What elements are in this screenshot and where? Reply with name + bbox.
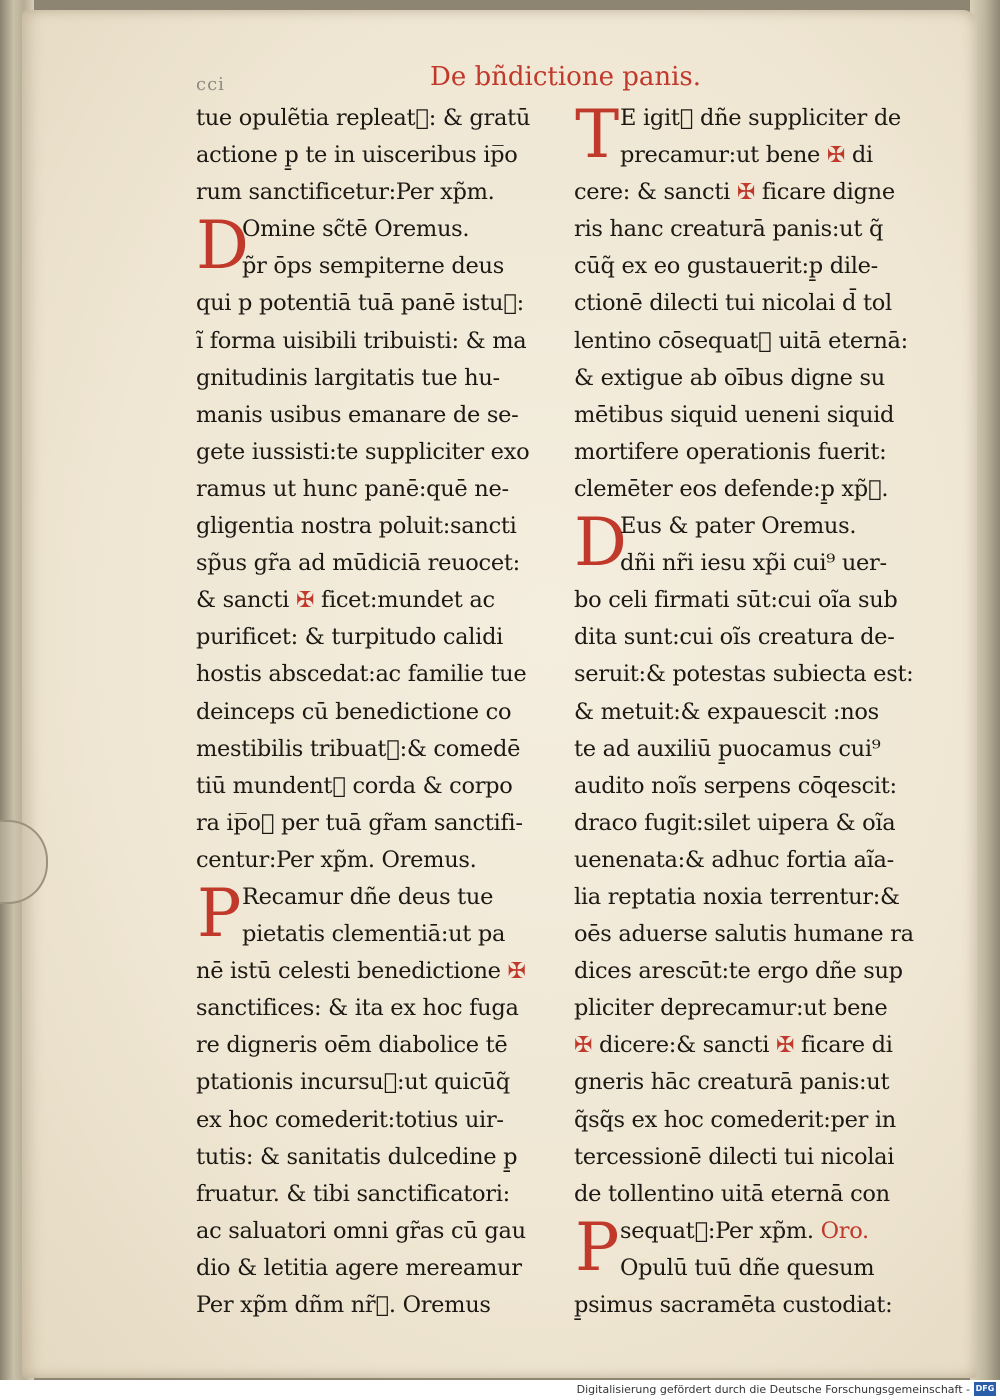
text-line: purificet: & turpitudo calidi: [196, 624, 504, 651]
text-line: gnitudinis largitatis tue hu-: [196, 364, 500, 391]
text-line: qui p potentiā tuā panē istuᷓ:: [196, 290, 524, 317]
text-line: [196, 953, 556, 990]
text-line: Recamur dñe deus tue: [242, 883, 494, 910]
rubric-oro: Oro.: [820, 1217, 869, 1244]
text-line: ramus ut hunc panē:quē ne-: [196, 475, 509, 502]
folio-number: cci: [196, 74, 225, 95]
text-line: dices arescūt:te ergo dñe sup: [574, 958, 903, 985]
text-segment: ficare di: [801, 1032, 893, 1059]
red-initial: T: [575, 96, 619, 173]
text-line: lentino cōsequat᷑ uitā eternā:: [574, 327, 908, 354]
red-initial: D: [574, 504, 627, 582]
text-line: centur:Per xp̃m. Oremus.: [196, 846, 477, 873]
footer-credit: Digitalisierung gefördert durch die Deutsche Forschungsgemeinschaft -: [576, 1383, 970, 1396]
paragraph-te-igitur: [574, 96, 934, 508]
text-line: rum sanctificetur:Per xp̃m.: [196, 179, 495, 206]
text-segment: di: [851, 142, 873, 169]
text-line: & metuit:& expauescit :nos: [574, 698, 879, 725]
text-line: actione p̱ te in uisceribus ip̅o: [196, 142, 518, 169]
text-line: dñi nr̃i iesu xp̃i cui⁹ uer-: [620, 550, 887, 577]
text-line: gligentia nostra poluit:sancti: [196, 513, 517, 540]
text-line: tercessionē dilecti tui nicolai: [574, 1143, 895, 1170]
text-line: ptationis incursuᷓ:ut quicūq̃: [196, 1069, 510, 1096]
text-line: [574, 174, 934, 211]
text-segment: & sancti: [196, 587, 290, 614]
text-line: [574, 1213, 934, 1250]
text-segment: precamur:ut bene: [620, 142, 821, 169]
cross-icon: ✠: [507, 959, 526, 985]
cross-icon: ✠: [776, 1033, 795, 1059]
paragraph-deus-et-pater: [574, 504, 934, 1213]
text-line: sp̃us gr̃a ad mūdiciā reuocet:: [196, 550, 520, 577]
text-line: sanctifices: & ita ex hoc fuga: [196, 995, 519, 1022]
text-line: q̃sq̃s ex hoc comederit:per in: [574, 1106, 897, 1133]
text-line: de tollentino uitā eternā con: [574, 1180, 890, 1207]
text-line: pliciter deprecamur:ut bene: [574, 995, 888, 1022]
text-segment: dicere:& sancti: [599, 1032, 770, 1059]
cross-icon: ✠: [736, 180, 755, 206]
text-line: p̱simus sacramēta custodiat:: [574, 1292, 893, 1318]
text-line: dita sunt:cui oĩs creatura de-: [574, 624, 895, 651]
text-line: cūq̃ ex eo gustauerit:p̱ dile-: [574, 253, 878, 280]
text-line: mētibus siquid ueneni siquid: [574, 401, 895, 428]
text-line: [574, 1027, 934, 1064]
text-line: ĩ forma uisibili tribuisti: & ma: [196, 327, 527, 354]
text-line: [574, 137, 934, 174]
text-line: tutis: & sanitatis dulcedine p̱: [196, 1143, 518, 1170]
text-line: ris hanc creaturā panis:ut q̃: [574, 216, 884, 243]
text-line: hostis abscedat:ac familie tue: [196, 661, 527, 688]
cross-icon: ✠: [826, 143, 846, 169]
text-segment: ficare digne: [761, 179, 895, 206]
text-line: tue opulẽtia repleat᷑: & gratū: [196, 105, 531, 131]
text-line: ex hoc comederit:totius uir-: [196, 1106, 504, 1133]
text-line: re digneris oēm diabolice tē: [196, 1032, 508, 1059]
red-initial: P: [574, 1208, 620, 1286]
text-line: & extigue ab oībus digne su: [574, 364, 885, 391]
dfg-logo: DFG: [974, 1382, 996, 1396]
text-line: mestibilis tribuat᷑:& comedē: [196, 735, 521, 762]
text-line: audito noĩs serpens cōqescit:: [574, 772, 897, 799]
cross-icon: ✠: [295, 588, 315, 614]
red-initial: P: [196, 874, 242, 952]
text-line: [196, 582, 556, 619]
text-line: te ad auxiliū p̱uocamus cui⁹: [574, 735, 881, 762]
text-line: ctionē dilecti tui nicolai d̄ tol: [574, 290, 892, 317]
text-line: fruatur. & tibi sanctificatori:: [196, 1180, 510, 1207]
text-segment: sequat᷑:Per xp̃m.: [620, 1217, 814, 1244]
text-line: clemēter eos defende:p̱ xp̃ᷓ.: [574, 475, 889, 502]
red-initial: D: [196, 207, 249, 285]
text-line: draco fugit:silet uipera & oĩa: [574, 809, 896, 836]
left-column: [196, 100, 556, 1324]
right-column: [574, 96, 934, 1324]
text-line: uenenata:& adhuc fortia aĩa-: [574, 846, 894, 873]
text-line: E igit᷑ dñe suppliciter de: [620, 105, 901, 131]
text-line: Omine sc̃tē Oremus.: [242, 216, 470, 243]
text-segment: ficet:mundet ac: [320, 587, 495, 614]
text-line: tiū mundent᷑ corda & corpo: [196, 772, 513, 799]
text-line: mortifere operationis fuerit:: [574, 438, 887, 465]
text-line: lia reptatia noxia terrentur:&: [574, 883, 900, 910]
paragraph-precamur: [196, 874, 556, 1324]
text-line: bo celi firmati sūt:cui oĩa sub: [574, 587, 898, 614]
text-line: manis usibus emanare de se-: [196, 401, 519, 428]
text-line: deinceps cū benedictione co: [196, 698, 512, 725]
text-segment: cere: & sancti: [574, 179, 730, 206]
cross-icon: ✠: [574, 1033, 593, 1059]
text-line: Eus & pater Oremus.: [620, 513, 857, 540]
text-line: gneris hāc creaturā panis:ut: [574, 1069, 890, 1096]
paragraph-populum: [574, 1208, 934, 1324]
text-line: oēs aduerse salutis humane ra: [574, 921, 914, 948]
text-line: ac saluatori omni gr̃as cū gau: [196, 1217, 526, 1244]
text-line: Per xp̃m dñm nr̃ᷓ. Oremus: [196, 1292, 491, 1318]
text-line: dio & letitia agere mereamur: [196, 1254, 522, 1281]
running-head: De bñdictione panis.: [430, 62, 702, 92]
paragraph-omine: [196, 207, 556, 879]
text-line: Opulū tuū dñe quesum: [620, 1254, 875, 1281]
text-line: gete iussisti:te suppliciter exo: [196, 438, 530, 465]
text-line: p̃r ōps sempiterne deus: [242, 253, 504, 280]
text-line: pietatis clementiā:ut pa: [242, 921, 506, 948]
text-line: ra ip̅oᷓ per tuā gr̃am sanctifi-: [196, 809, 523, 836]
text-line: seruit:& potestas subiecta est:: [574, 661, 914, 688]
text-segment: nē istū celesti benedictione: [196, 958, 501, 985]
